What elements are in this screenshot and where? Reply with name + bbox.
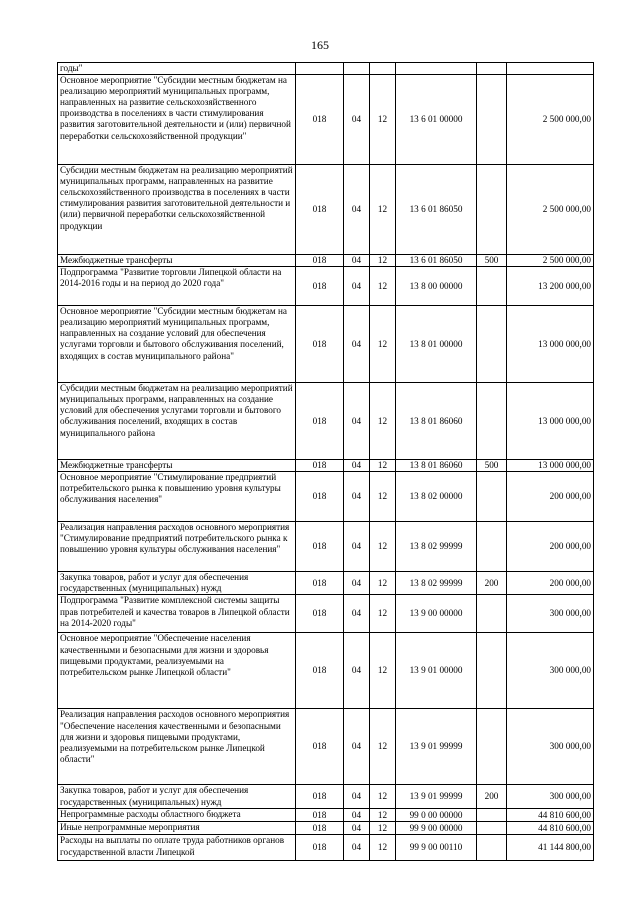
table-row (58, 255, 594, 267)
section-cell: 04 (344, 383, 370, 460)
expense-type-cell: 200 (477, 785, 507, 809)
subsection-cell: 12 (370, 267, 396, 306)
target-article-cell: 13 6 01 86050 (396, 165, 477, 255)
target-article-cell: 13 8 01 00000 (396, 306, 477, 383)
description-cell: Субсидии местным бюджетам на реализацию мероприятий муниципальных программ, направленных на создание условий для обеспечения услугами торговли и бытового обслуживания поселений, входящих в состав муниципального района (58, 383, 296, 460)
subsection-cell: 12 (370, 165, 396, 255)
amount-cell: 13 000 000,00 (507, 460, 594, 472)
expense-type-cell (477, 472, 507, 522)
amount-cell: 200 000,00 (507, 522, 594, 572)
table-row (58, 809, 594, 822)
table-row (58, 306, 594, 383)
subsection-cell: 12 (370, 595, 396, 633)
description-cell: Межбюджетные трансферты (58, 255, 296, 267)
target-article-cell: 13 8 01 86060 (396, 460, 477, 472)
section-cell: 04 (344, 75, 370, 165)
subsection-cell (370, 63, 396, 75)
admin-code-cell: 018 (296, 822, 344, 835)
table-row (58, 633, 594, 709)
section-cell: 04 (344, 522, 370, 572)
section-cell: 04 (344, 572, 370, 595)
target-article-cell: 13 8 01 86060 (396, 383, 477, 460)
expense-type-cell (477, 75, 507, 165)
target-article-cell: 13 8 00 00000 (396, 267, 477, 306)
section-cell: 04 (344, 822, 370, 835)
section-cell: 04 (344, 633, 370, 709)
expense-type-cell (477, 835, 507, 861)
section-cell: 04 (344, 472, 370, 522)
expense-type-cell (477, 63, 507, 75)
section-cell: 04 (344, 267, 370, 306)
amount-cell: 2 500 000,00 (507, 165, 594, 255)
subsection-cell: 12 (370, 460, 396, 472)
description-cell: Основное мероприятие "Стимулирование предприятий потребительского рынка к повышению уровня культуры обслуживания населения" (58, 472, 296, 522)
admin-code-cell: 018 (296, 572, 344, 595)
target-article-cell: 13 9 00 00000 (396, 595, 477, 633)
budget-table (57, 62, 594, 861)
admin-code-cell: 018 (296, 595, 344, 633)
admin-code-cell: 018 (296, 633, 344, 709)
subsection-cell: 12 (370, 822, 396, 835)
section-cell: 04 (344, 595, 370, 633)
target-article-cell: 99 9 00 00000 (396, 822, 477, 835)
section-cell: 04 (344, 809, 370, 822)
subsection-cell: 12 (370, 572, 396, 595)
table-row (58, 75, 594, 165)
target-article-cell: 13 8 02 99999 (396, 522, 477, 572)
amount-cell: 300 000,00 (507, 709, 594, 785)
expense-type-cell (477, 522, 507, 572)
subsection-cell: 12 (370, 709, 396, 785)
description-cell: Реализация направления расходов основного мероприятия "Стимулирование предприятий потребительского рынка к повышению уровня культуры обслуживания населения" (58, 522, 296, 572)
table-row (58, 785, 594, 809)
expense-type-cell: 500 (477, 460, 507, 472)
description-cell: Иные непрограммные мероприятия (58, 822, 296, 835)
amount-cell: 41 144 800,00 (507, 835, 594, 861)
description-cell: Субсидии местным бюджетам на реализацию мероприятий муниципальных программ, направленных на развитие сельскохозяйственного производства в поселениях в части стимулирования развития заготовительной деятельности и (или) первичной переработки сельскохозяйственной продукции (58, 165, 296, 255)
description-cell: Подпрограмма "Развитие комплексной системы защиты прав потребителей и качества товаров в Липецкой области на 2014-2020 годы" (58, 595, 296, 633)
section-cell: 04 (344, 709, 370, 785)
admin-code-cell: 018 (296, 835, 344, 861)
table-row (58, 835, 594, 861)
amount-cell: 13 000 000,00 (507, 306, 594, 383)
table-row (58, 267, 594, 306)
section-cell: 04 (344, 785, 370, 809)
page-number: 165 (311, 38, 329, 52)
expense-type-cell (477, 822, 507, 835)
section-cell (344, 63, 370, 75)
amount-cell: 2 500 000,00 (507, 255, 594, 267)
target-article-cell: 13 8 02 00000 (396, 472, 477, 522)
subsection-cell: 12 (370, 633, 396, 709)
target-article-cell: 13 9 01 99999 (396, 709, 477, 785)
table-row (58, 522, 594, 572)
admin-code-cell: 018 (296, 709, 344, 785)
admin-code-cell: 018 (296, 460, 344, 472)
expense-type-cell: 500 (477, 255, 507, 267)
admin-code-cell: 018 (296, 522, 344, 572)
target-article-cell: 13 9 01 00000 (396, 633, 477, 709)
admin-code-cell: 018 (296, 809, 344, 822)
table-row (58, 595, 594, 633)
amount-cell: 300 000,00 (507, 595, 594, 633)
amount-cell: 300 000,00 (507, 633, 594, 709)
amount-cell: 44 810 600,00 (507, 822, 594, 835)
subsection-cell: 12 (370, 255, 396, 267)
description-cell: Закупка товаров, работ и услуг для обеспечения государственных (муниципальных) нужд (58, 572, 296, 595)
table-row (58, 460, 594, 472)
expense-type-cell (477, 633, 507, 709)
table-row (58, 63, 594, 75)
section-cell: 04 (344, 835, 370, 861)
admin-code-cell: 018 (296, 165, 344, 255)
subsection-cell: 12 (370, 383, 396, 460)
description-cell: годы" (58, 63, 296, 75)
table-row (58, 709, 594, 785)
table-row (58, 383, 594, 460)
subsection-cell: 12 (370, 809, 396, 822)
description-cell: Реализация направления расходов основного мероприятия "Обеспечение населения качественными и безопасными для жизни и здоровья пищевыми продуктами, реализуемыми на потребительском рынке Липецкой области" (58, 709, 296, 785)
admin-code-cell: 018 (296, 383, 344, 460)
subsection-cell: 12 (370, 785, 396, 809)
subsection-cell: 12 (370, 522, 396, 572)
expense-type-cell (477, 267, 507, 306)
table-row (58, 822, 594, 835)
amount-cell: 44 810 600,00 (507, 809, 594, 822)
subsection-cell: 12 (370, 75, 396, 165)
subsection-cell: 12 (370, 306, 396, 383)
admin-code-cell: 018 (296, 785, 344, 809)
expense-type-cell (477, 709, 507, 785)
target-article-cell (396, 63, 477, 75)
section-cell: 04 (344, 460, 370, 472)
amount-cell: 13 000 000,00 (507, 383, 594, 460)
expense-type-cell (477, 383, 507, 460)
admin-code-cell: 018 (296, 267, 344, 306)
expense-type-cell (477, 595, 507, 633)
section-cell: 04 (344, 255, 370, 267)
description-cell: Непрограммные расходы областного бюджета (58, 809, 296, 822)
description-cell: Расходы на выплаты по оплате труда работников органов государственной власти Липецкой (58, 835, 296, 861)
description-cell: Основное мероприятие "Субсидии местным бюджетам на реализацию мероприятий муниципальных программ, направленных на создание условий для обеспечения услугами торговли и бытового обслуживания поселений, входящих в состав муниципального района" (58, 306, 296, 383)
target-article-cell: 13 6 01 00000 (396, 75, 477, 165)
admin-code-cell: 018 (296, 472, 344, 522)
expense-type-cell: 200 (477, 572, 507, 595)
table-row (58, 472, 594, 522)
admin-code-cell: 018 (296, 306, 344, 383)
description-cell: Закупка товаров, работ и услуг для обеспечения государственных (муниципальных) нужд (58, 785, 296, 809)
amount-cell: 13 200 000,00 (507, 267, 594, 306)
admin-code-cell: 018 (296, 75, 344, 165)
section-cell: 04 (344, 165, 370, 255)
amount-cell: 200 000,00 (507, 472, 594, 522)
table-row (58, 165, 594, 255)
section-cell: 04 (344, 306, 370, 383)
description-cell: Основное мероприятие "Обеспечение населения качественными и безопасными для жизни и здоровья пищевыми продуктами, реализуемыми на потребительском рынке Липецкой области" (58, 633, 296, 709)
amount-cell: 2 500 000,00 (507, 75, 594, 165)
amount-cell (507, 63, 594, 75)
admin-code-cell: 018 (296, 255, 344, 267)
target-article-cell: 13 6 01 86050 (396, 255, 477, 267)
subsection-cell: 12 (370, 835, 396, 861)
amount-cell: 200 000,00 (507, 572, 594, 595)
table-row (58, 572, 594, 595)
target-article-cell: 13 9 01 99999 (396, 785, 477, 809)
target-article-cell: 99 0 00 00000 (396, 809, 477, 822)
target-article-cell: 13 8 02 99999 (396, 572, 477, 595)
expense-type-cell (477, 809, 507, 822)
subsection-cell: 12 (370, 472, 396, 522)
admin-code-cell (296, 63, 344, 75)
description-cell: Основное мероприятие "Субсидии местным бюджетам на реализацию мероприятий муниципальных программ, направленных на развитие сельскохозяйственного производства в поселениях в части стимулирования развития заготовительной деятельности и (или) первичной переработки сельскохозяйственной продукции" (58, 75, 296, 165)
expense-type-cell (477, 306, 507, 383)
description-cell: Подпрограмма "Развитие торговли Липецкой области на 2014-2016 годы и на период до 2020 года" (58, 267, 296, 306)
description-cell: Межбюджетные трансферты (58, 460, 296, 472)
expense-type-cell (477, 165, 507, 255)
amount-cell: 300 000,00 (507, 785, 594, 809)
target-article-cell: 99 9 00 00110 (396, 835, 477, 861)
